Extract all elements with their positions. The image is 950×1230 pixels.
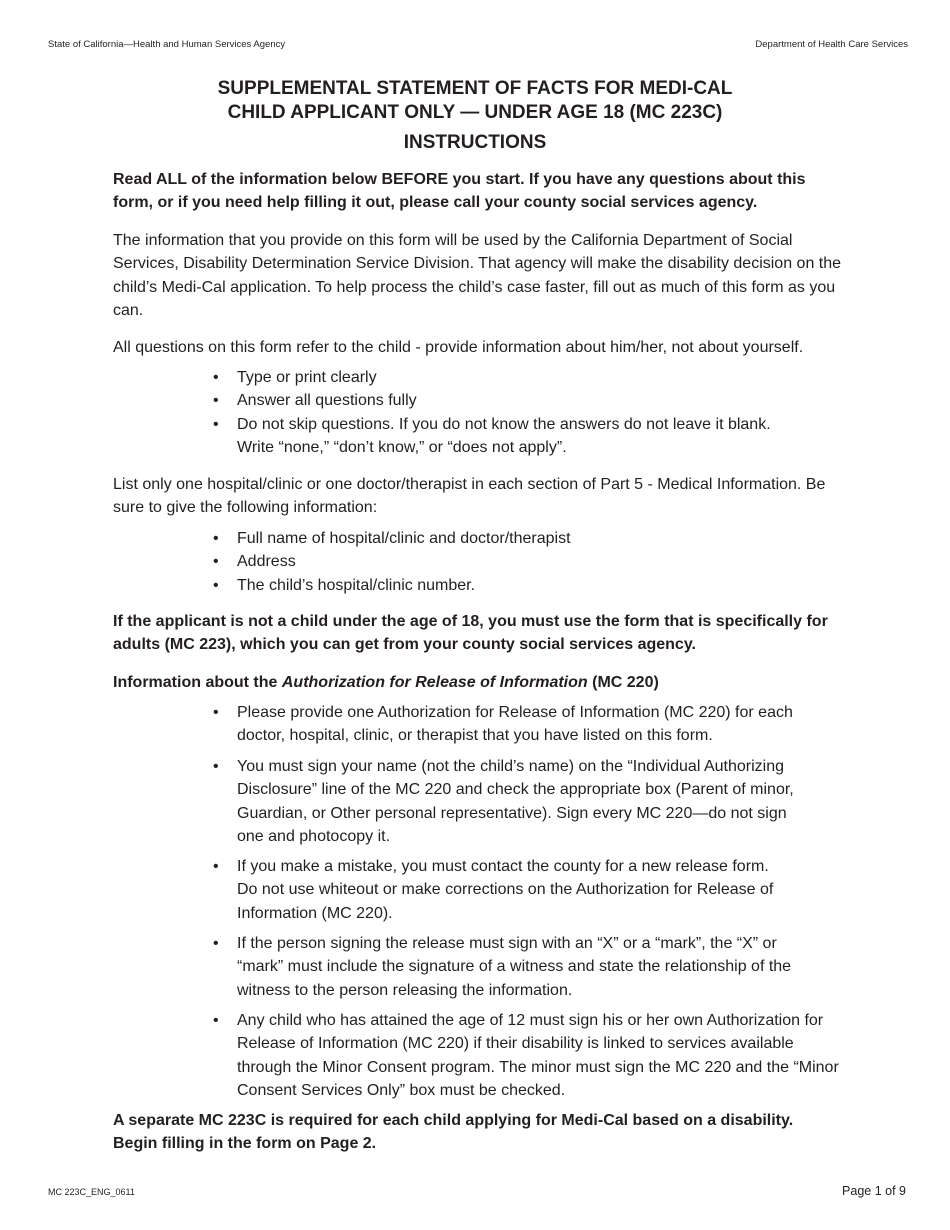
- begin-page-2-text: Begin filling in the form on Page 2.: [113, 1135, 377, 1153]
- list-item: • Do not skip questions. If you do not know the answers do not leave it blank. Write “none,” “don’t know,” or “does not apply”.: [213, 413, 843, 460]
- adult-form-notice: [113, 610, 843, 657]
- form-title-line-2: CHILD APPLICANT ONLY — UNDER AGE 18 (MC 223C): [227, 102, 723, 123]
- form-title-line-1: SUPPLEMENTAL STATEMENT OF FACTS FOR MEDI-CAL: [217, 78, 733, 99]
- header-agency: State of California—Health and Human Services Agency: [48, 39, 286, 50]
- list-item: • You must sign your name (not the child’s name) on the “Individual Authorizing Disclosure” line of the MC 220 and check the appropriate box (Parent of minor, Guardian, or Other personal representative). Sign every MC 220—do not sign one and photocopy it.: [213, 755, 843, 848]
- child-questions-paragraph: [113, 336, 843, 359]
- medical-info-paragraph: [113, 473, 843, 520]
- intro-notice: [113, 168, 843, 215]
- form-code: MC 223C_ENG_0611: [48, 1187, 135, 1197]
- purpose-text: The information that you provide on this form will be used by the California Department of Social Services, Disability Determination Service Division. That agency will make the disability decision on the child’s Medi-Cal application. To help process the child’s case faster, fill out as much of this form as you can.: [113, 232, 842, 319]
- intro-bold-paragraph: Read ALL of the information below BEFORE you start. If you have any questions about this form, or if you need help filling it out, please call your county social services agency.: [113, 171, 806, 212]
- closing-notice: [113, 1109, 843, 1156]
- list-item: • Full name of hospital/clinic and doctor/therapist: [213, 527, 843, 550]
- list-item: • Answer all questions fully: [213, 389, 843, 412]
- medical-info-text: List only one hospital/clinic or one doctor/therapist in each section of Part 5 - Medical Information. Be sure to give the following information:: [113, 476, 826, 517]
- list-item: • Any child who has attained the age of 12 must sign his or her own Authorization for Release of Information (MC 220) if their disability is linked to services available through the Minor Consent program. The minor must sign the MC 220 and the “Minor Consent Services Only” box must be checked.: [213, 1009, 843, 1102]
- list-item: • If you make a mistake, you must contact the county for a new release form. Do not use whiteout or make corrections on the Authorization for Release of Information (MC 220).: [213, 855, 843, 925]
- separate-form-text: A separate MC 223C is required for each child applying for Medi-Cal based on a disability.: [113, 1112, 794, 1129]
- instructions-heading: INSTRUCTIONS: [403, 132, 547, 153]
- header-department: Department of Health Care Services: [755, 39, 908, 50]
- list-item: • The child’s hospital/clinic number.: [213, 574, 843, 597]
- child-questions-text: All questions on this form refer to the child - provide information about him/her, not about yourself.: [113, 339, 804, 356]
- medical-info-list: [113, 527, 843, 597]
- list-item: • Address: [213, 550, 843, 573]
- adult-form-text: If the applicant is not a child under the age of 18, you must use the form that is specifically for adults (MC 223), which you can get from your county social services agency.: [113, 613, 828, 654]
- authorization-heading: Information about the Authorization for Release of Information (MC 220): [113, 674, 659, 691]
- list-item: • Type or print clearly: [213, 366, 843, 389]
- page-number: Page 1 of 9: [842, 1184, 906, 1198]
- list-item: • Please provide one Authorization for Release of Information (MC 220) for each doctor, hospital, clinic, or therapist that you have listed on this form.: [213, 701, 843, 748]
- list-item: • If the person signing the release must sign with an “X” or a “mark”, the “X” or “mark” must include the signature of a witness and state the relationship of the witness to the person releasing the information.: [213, 932, 843, 1002]
- authorization-list: [113, 701, 843, 748]
- general-instructions-list: [113, 366, 843, 459]
- purpose-paragraph: [113, 229, 843, 322]
